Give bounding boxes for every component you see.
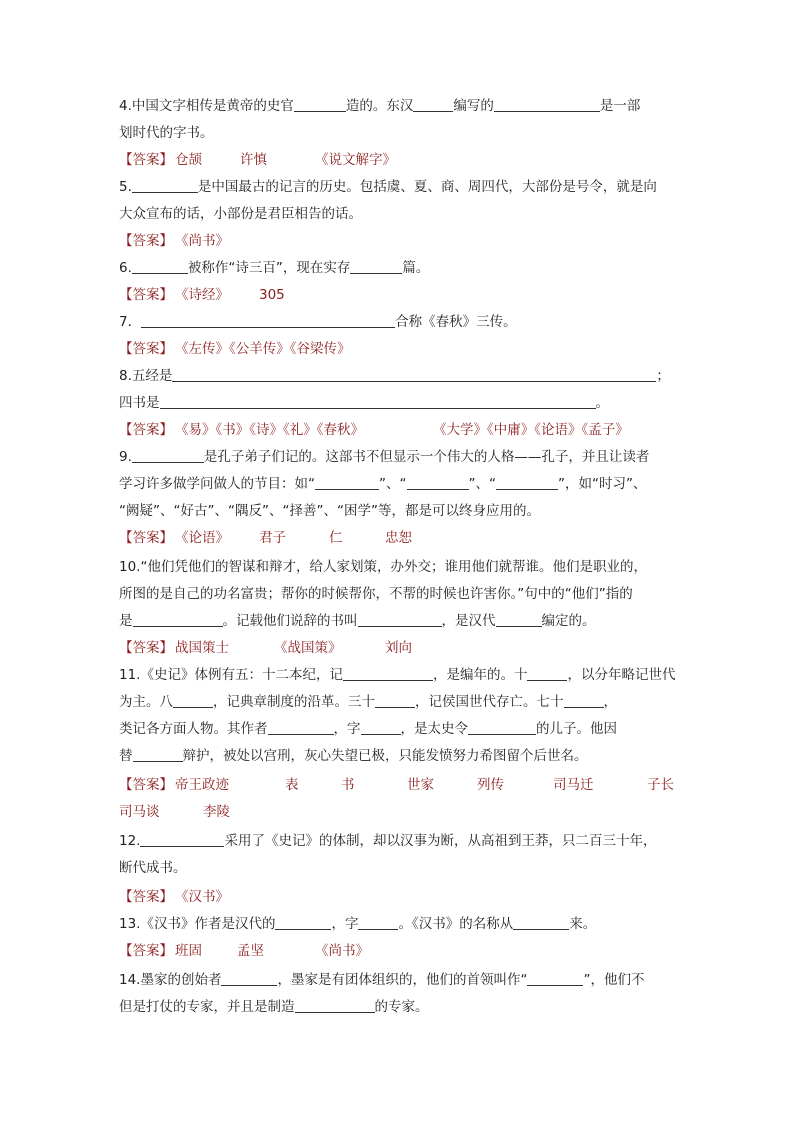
question-5 [119,177,657,197]
answer-value: 《论语》 [175,530,229,546]
blank [295,998,375,1013]
answer-value: 班固 [175,943,202,959]
question-10-line1: 10.“他们凭他们的智谋和辩才，给人家划策，办外交；谁用他们就帮谁。他们是职业的， [119,559,647,575]
q6-text-1: 6. [119,260,132,276]
question-9 [119,447,649,467]
blank [268,720,334,735]
q8-text-3: 四书是 [119,395,160,411]
answer-tag: 【答案】 [119,152,173,168]
q4-text-2: 造的。东汉 [345,98,414,114]
question-11-line2 [119,692,617,712]
question-14-line2 [119,997,429,1017]
answer-tag: 【答案】 [119,422,173,438]
q11-text-10: ，是太史令 [400,721,468,737]
q13-text-2: ，字 [331,916,359,932]
blank [275,915,331,930]
answer-value: 司马迁 [553,777,594,793]
q14-text-3: ”，他们不 [583,972,645,988]
blank [407,475,469,490]
q13-text-4: 来。 [569,916,597,932]
q11-text-6: ，记侯国世代存亡。七十 [415,694,564,710]
blank [140,832,224,847]
blank [468,720,536,735]
answer-tag: 【答案】 [119,889,173,905]
q6-text-2: 被称作“诗三百”，现在实存 [187,260,351,276]
q11-text-4: 为主。八 [119,694,173,710]
blank [132,259,188,274]
blank [132,178,198,193]
q5-text-1: 5. [119,179,132,195]
q10-text-1: 是 [119,613,133,629]
q12-text-1: 12. [119,833,141,849]
answer-tag: 【答案】 [119,341,173,357]
q8-text-4: 。 [595,395,609,411]
q11-text-2: ，是编年的。十 [432,667,528,683]
question-8-line2 [119,393,609,413]
blank [172,367,656,382]
q11-text-5: ，记典章制度的沿革。三十 [213,694,375,710]
question-5-line2: 大众宣布的话，小部份是君臣相告的话。 [119,206,362,222]
answer-tag: 【答案】 [119,640,173,656]
question-9-line2 [119,474,646,494]
q10-text-3: ，是汉代 [441,613,496,629]
q11-text-13: 辩护，被处以宫刑，灰心失望已极，只能发愤努力希图留个后世名。 [182,748,588,764]
question-12-line2: 断代成书。 [119,860,187,876]
blank [361,720,401,735]
q13-text-1: 13.《汉书》作者是汉代的 [119,916,276,932]
answer-value: 列传 [477,777,504,793]
answer-value: 战国策士 [175,640,229,656]
answer-value: 李陵 [203,804,230,820]
question-10-line3 [119,611,596,631]
question-14 [119,970,644,990]
answer-value: 君子 [259,530,286,546]
question-11-line4 [119,746,588,766]
blank [315,475,379,490]
q11-text-8: 类记各方面人物。其作者 [119,721,268,737]
blank [564,693,604,708]
q5-text-2: 是中国最古的记言的历史。包括虞、夏、商、周四代，大部份是号令，就是向 [197,179,657,195]
answer-value: 305 [259,287,285,303]
q14-text-4: 但是打仗的专家，并且是制造 [119,999,295,1015]
q10-text-4: 编定的。 [541,613,596,629]
question-4-line2: 划时代的字书。 [119,125,214,141]
q8-text-2: ； [656,368,670,384]
answer-value: 《诗经》 [175,287,229,303]
answer-tag: 【答案】 [119,777,173,793]
blank [160,394,596,409]
answer-value: 《尚书》 [175,233,229,249]
q4-text-3: 编写的 [453,98,494,114]
answer-value: 许慎 [240,152,267,168]
q13-text-3: 。《汉书》的名称从 [398,916,514,932]
answer-value: 刘向 [385,640,412,656]
q10-text-2: 。记载他们说辞的书叫 [222,613,358,629]
question-10-line2: 所图的是自己的功名富贵；帮你的时候帮你，不帮的时候也许害你。”句中的“他们”指的 [119,586,633,602]
blank [141,313,395,328]
q9-text-4: ”、“ [379,476,407,492]
answer-tag: 【答案】 [119,233,173,249]
blank [173,693,213,708]
q7-text-2: 合称《春秋》三传。 [395,314,517,330]
q6-text-3: 篇。 [402,260,430,276]
q7-text-1: 7． [119,314,142,330]
question-11-line3 [119,719,617,739]
blank [358,915,398,930]
blank [496,475,558,490]
answer-value: 帝王政迹 [175,777,229,793]
question-11-line1 [119,665,675,685]
blank [513,915,569,930]
answer-value: 《大学》《中庸》《论语》《孟子》 [433,422,629,438]
blank [527,666,567,681]
q4-text-1: 4.中国文字相传是黄帝的史官 [119,98,294,114]
q11-text-11: 的儿子。他因 [536,721,617,737]
q4-text-4: 是一部 [599,98,641,114]
answer-tag: 【答案】 [119,287,173,303]
blank [133,747,183,762]
blank [358,612,442,627]
blank [413,97,453,112]
q8-text-1: 8.五经是 [119,368,173,384]
q11-text-12: 替 [119,748,133,764]
question-13 [119,914,596,934]
answer-value: 忠恕 [385,530,412,546]
blank [221,971,277,986]
answer-value: 《尚书》 [315,943,369,959]
q11-text-7: ， [603,694,617,710]
q14-text-2: ，墨家是有团体组织的，他们的首领叫作“ [277,972,528,988]
q9-text-1: 9. [119,449,132,465]
blank [527,971,583,986]
question-4 [119,96,640,116]
blank [294,97,346,112]
blank [132,448,204,463]
answer-value: 世家 [407,777,434,793]
answer-value: 孟坚 [237,943,264,959]
question-9-line3: “阙疑”、“好古”、“隅反”、“择善”、“困学”等，都是可以终身应用的。 [119,503,540,519]
answer-tag: 【答案】 [119,943,173,959]
blank [494,97,600,112]
answer-value: 表 [285,777,299,793]
answer-value: 《战国策》 [274,640,342,656]
blank [375,693,415,708]
q11-text-9: ，字 [333,721,361,737]
blank [496,612,542,627]
answer-value: 子长 [647,777,674,793]
q9-text-3: 学习许多做学问做人的节目：如“ [119,476,315,492]
answer-value: 司马谈 [119,804,160,820]
answer-value: 《说文解字》 [315,152,396,168]
answer-value: 仓颉 [175,152,202,168]
q9-text-6: ”，如“时习”、 [558,476,647,492]
q12-text-2: 采用了《史记》的体制，却以汉事为断，从高祖到王莽，只二百三十年， [224,833,657,849]
answer-value: 《左传》《公羊传》《谷梁传》 [175,341,351,357]
q14-text-1: 14.墨家的创始者 [119,972,222,988]
question-7 [119,312,517,332]
question-6 [119,258,429,278]
q14-text-5: 的专家。 [374,999,429,1015]
q9-text-5: ”、“ [468,476,496,492]
answer-value: 《易》《书》《诗》《礼》《春秋》 [175,422,364,438]
answer-value: 书 [341,777,355,793]
answer-tag: 【答案】 [119,530,173,546]
answer-value: 《汉书》 [175,889,229,905]
blank [133,612,223,627]
q9-text-2: 是孔子弟子们记的。这部书不但显示一个伟大的人格——孔子，并且让读者 [203,449,650,465]
answer-value: 仁 [329,530,343,546]
q11-text-1: 11.《史记》体例有五：十二本纪，记 [119,667,343,683]
question-12 [119,831,656,851]
question-8 [119,366,670,386]
blank [350,259,402,274]
blank [343,666,433,681]
q11-text-3: ，以分年略记世代 [567,667,676,683]
